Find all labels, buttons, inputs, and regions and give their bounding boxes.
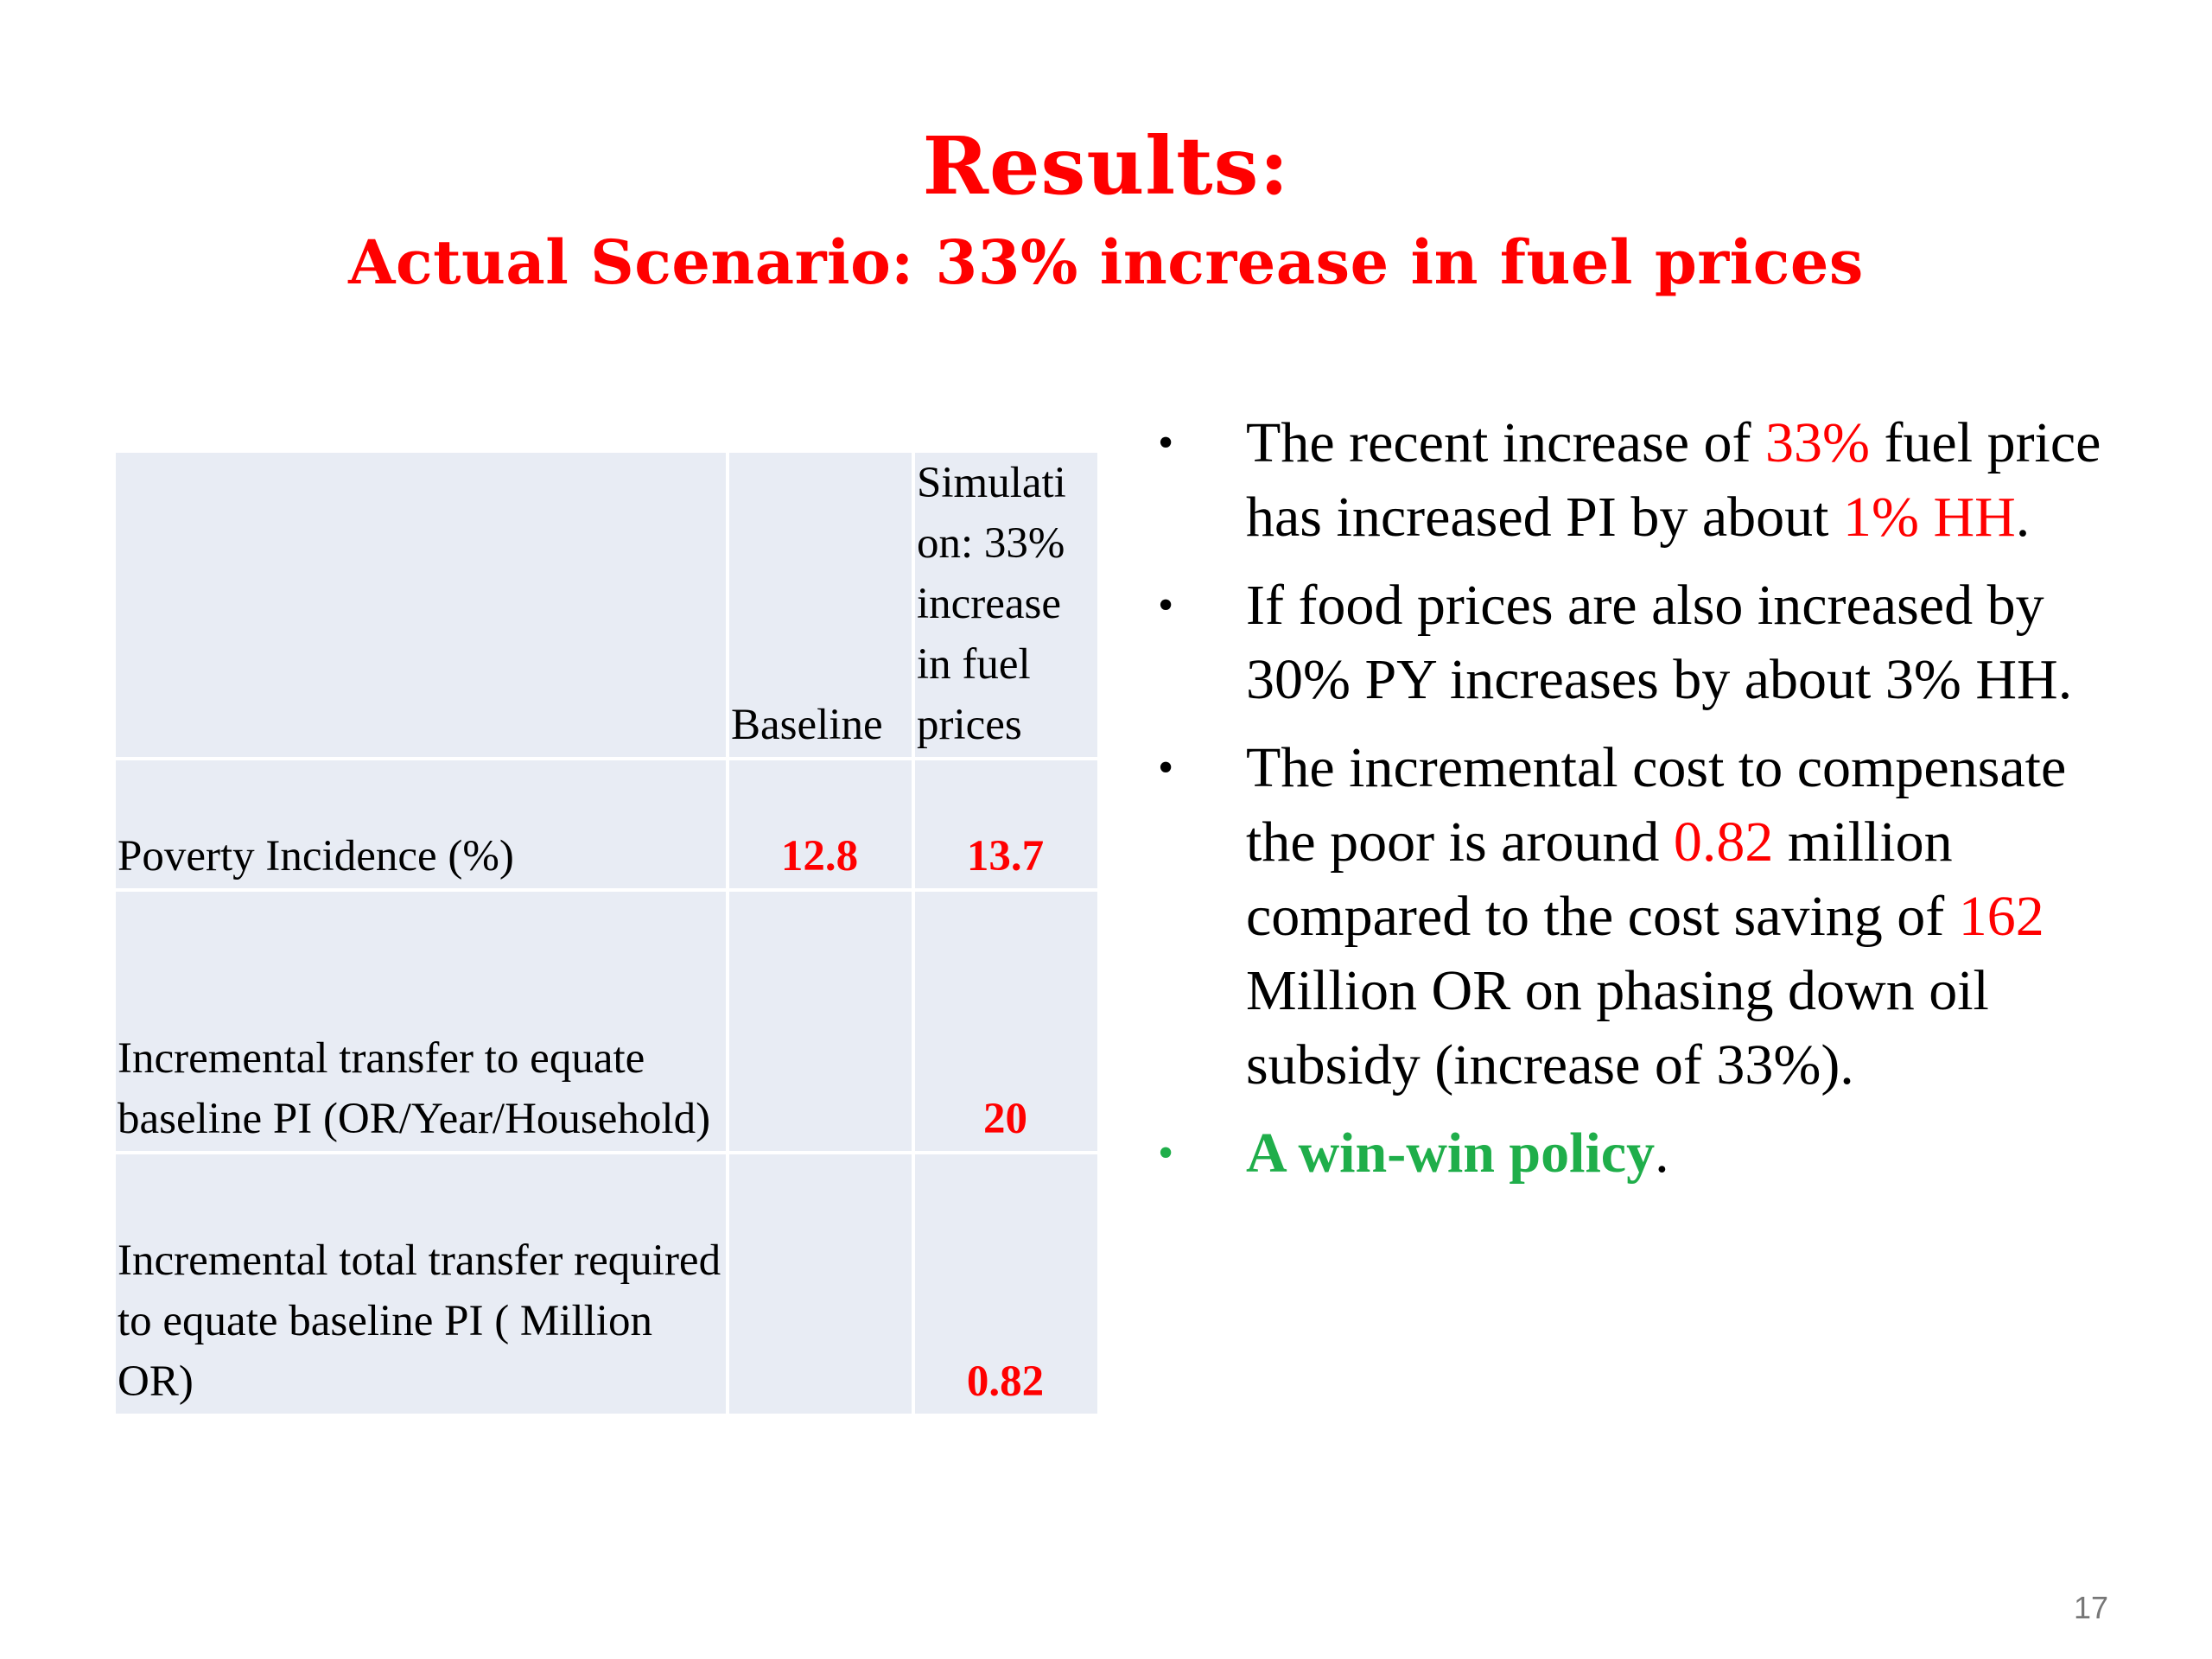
highlight-text: 33%: [1764, 411, 1870, 474]
highlight-text: 1% HH: [1842, 486, 2016, 549]
bullet-text: fuel price has increased PI by about: [1246, 411, 2101, 549]
value-simulation-incremental-transfer: 20: [915, 892, 1097, 1151]
bullet-text: million compared to the cost saving of: [1246, 810, 1959, 948]
header-label-cell: [116, 453, 726, 757]
bullet-text: The incremental cost to compensate the poor is around: [1246, 736, 2067, 874]
table-row: [116, 892, 1097, 1151]
row-label-poverty: Poverty Incidence (%): [116, 760, 726, 888]
bullet-icon: •: [1158, 743, 1174, 792]
list-item: [1158, 731, 2117, 1103]
list-item: [1158, 1116, 2117, 1191]
value-simulation-total-transfer: 0.82: [915, 1154, 1097, 1414]
header-baseline: Baseline: [729, 453, 912, 757]
value-baseline-total-transfer: [729, 1154, 912, 1414]
row-label-total-transfer: Incremental total transfer required to equate baseline PI ( Million OR): [116, 1154, 726, 1414]
bullet-text: .: [2015, 486, 2031, 549]
bullet-text: .: [1655, 1122, 1669, 1185]
row-label-incremental-transfer: Incremental transfer to equate baseline PI (OR/Year/Household): [116, 892, 726, 1151]
header-simulation: Simulati on: 33% increase in fuel prices: [915, 453, 1097, 757]
list-item: [1158, 569, 2117, 717]
table-header-row: [116, 453, 1097, 757]
bullet-icon: •: [1158, 1128, 1174, 1178]
bullet-icon: •: [1158, 418, 1174, 467]
value-simulation-poverty: 13.7: [915, 760, 1097, 888]
bullet-text: Million OR on phasing down oil subsidy (increase of 33%).: [1246, 959, 1989, 1096]
bullet-text: If food prices are also increased by 30% PY increases by about 3% HH.: [1246, 574, 2073, 711]
bullet-text: The recent increase of: [1246, 411, 1765, 474]
highlight-text: 0.82: [1673, 810, 1774, 874]
highlight-text: 162: [1958, 885, 2044, 948]
results-table: [112, 449, 1101, 1417]
table-row: [116, 1154, 1097, 1414]
slide-title: Results:: [922, 119, 1290, 213]
list-item: [1158, 406, 2117, 555]
value-baseline-poverty: 12.8: [729, 760, 912, 888]
table-row: [116, 760, 1097, 888]
bullet-icon: •: [1158, 581, 1174, 630]
slide-subtitle: Actual Scenario: 33% increase in fuel prices: [348, 226, 1864, 298]
value-baseline-incremental-transfer: [729, 892, 912, 1151]
findings-list: [1158, 406, 2117, 1205]
conclusion-text: A win-win policy: [1246, 1122, 1656, 1185]
slide-number: 17: [2073, 1590, 2108, 1625]
